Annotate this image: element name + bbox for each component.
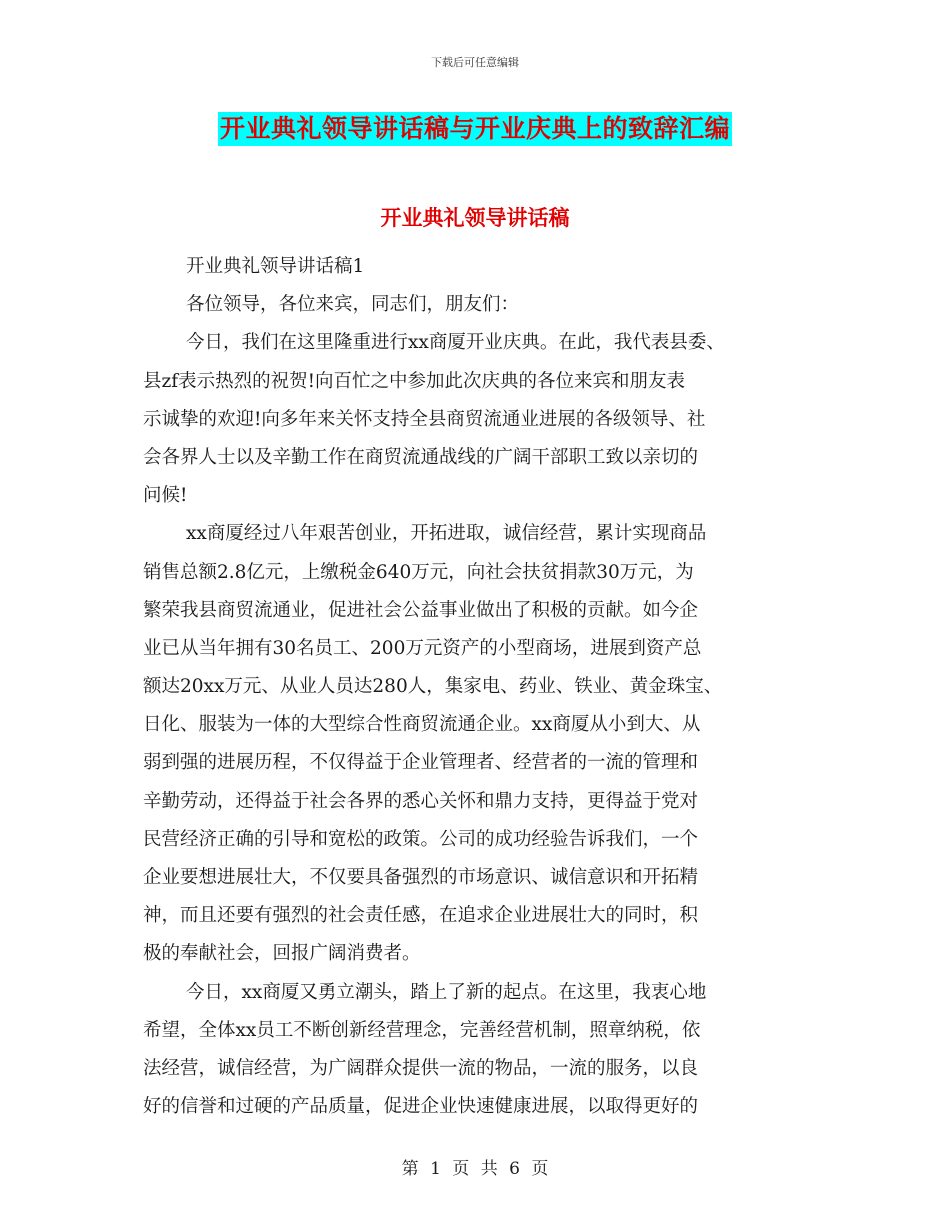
paragraph-line: 县zf表示热烈的祝贺!向百忙之中参加此次庆典的各位来宾和朋友表 — [143, 370, 686, 392]
page-footer: 第 1 页 共 6 页 — [401, 1159, 549, 1179]
section-title: 开业典礼领导讲话稿 — [380, 206, 570, 230]
paragraph-line: xx商厦经过八年艰苦创业，开拓进取，诚信经营，累计实现商品 — [186, 523, 707, 545]
paragraph-line: 今日，我们在这里隆重进行xx商厦开业庆典。在此，我代表县委、 — [186, 332, 725, 354]
paragraph-line: 法经营，诚信经营，为广阔群众提供一流的物品，一流的服务，以良 — [143, 1057, 699, 1079]
paragraph-line: 会各界人士以及辛勤工作在商贸流通战线的广阔干部职工致以亲切的 — [143, 446, 699, 468]
paragraph-line: 各位领导，各位来宾，同志们，朋友们： — [186, 294, 520, 316]
paragraph-line: 业已从当年拥有30名员工、200万元资产的小型商场，进展到资产总 — [143, 637, 702, 659]
paragraph-line: 神，而且还要有强烈的社会责任感，在追求企业进展壮大的同时，积 — [143, 905, 699, 927]
paragraph-line: 极的奉献社会，回报广阔消费者。 — [143, 943, 421, 965]
paragraph-line: 销售总额2.8亿元，上缴税金640万元，向社会扶贫捐款30万元，为 — [143, 561, 694, 583]
paragraph-line: 辛勤劳动，还得益于社会各界的悉心关怀和鼎力支持，更得益于党对 — [143, 790, 699, 812]
paragraph-line: 弱到强的进展历程，不仅得益于企业管理者、经营者的一流的管理和 — [143, 752, 699, 774]
body-text — [143, 248, 823, 1126]
main-title: 开业典礼领导讲话稿与开业庆典上的致辞汇编 — [218, 112, 732, 146]
paragraph-line: 希望，全体xx员工不断创新经营理念，完善经营机制，照章纳税，依 — [143, 1019, 701, 1041]
paragraph-line: 问候! — [143, 485, 188, 507]
paragraph-line: 好的信誉和过硬的产品质量，促进企业快速健康进展，以取得更好的 — [143, 1096, 699, 1118]
main-title-wrap — [0, 112, 950, 146]
paragraph-line: 示诚挚的欢迎!向多年来关怀支持全县商贸流通业进展的各级领导、社 — [143, 408, 706, 430]
paragraph-line: 日化、服装为一体的大型综合性商贸流通企业。xx商厦从小到大、从 — [143, 714, 701, 736]
paragraph-line: 额达20xx万元、从业人员达280人，集家电、药业、铁业、黄金珠宝、 — [143, 676, 723, 698]
header-note: 下载后可任意编辑 — [431, 56, 519, 69]
paragraph-line: 民营经济正确的引导和宽松的政策。公司的成功经验告诉我们，一个 — [143, 828, 699, 850]
paragraph-line: 企业要想进展壮大，不仅要具备强烈的市场意识、诚信意识和开拓精 — [143, 867, 699, 888]
paragraph-line: 繁荣我县商贸流通业，促进社会公益事业做出了积极的贡献。如今企 — [143, 599, 699, 621]
paragraph-line: 开业典礼领导讲话稿1 — [186, 256, 365, 277]
paragraph-line: 今日，xx商厦又勇立潮头，踏上了新的起点。在这里，我衷心地 — [186, 981, 707, 1003]
